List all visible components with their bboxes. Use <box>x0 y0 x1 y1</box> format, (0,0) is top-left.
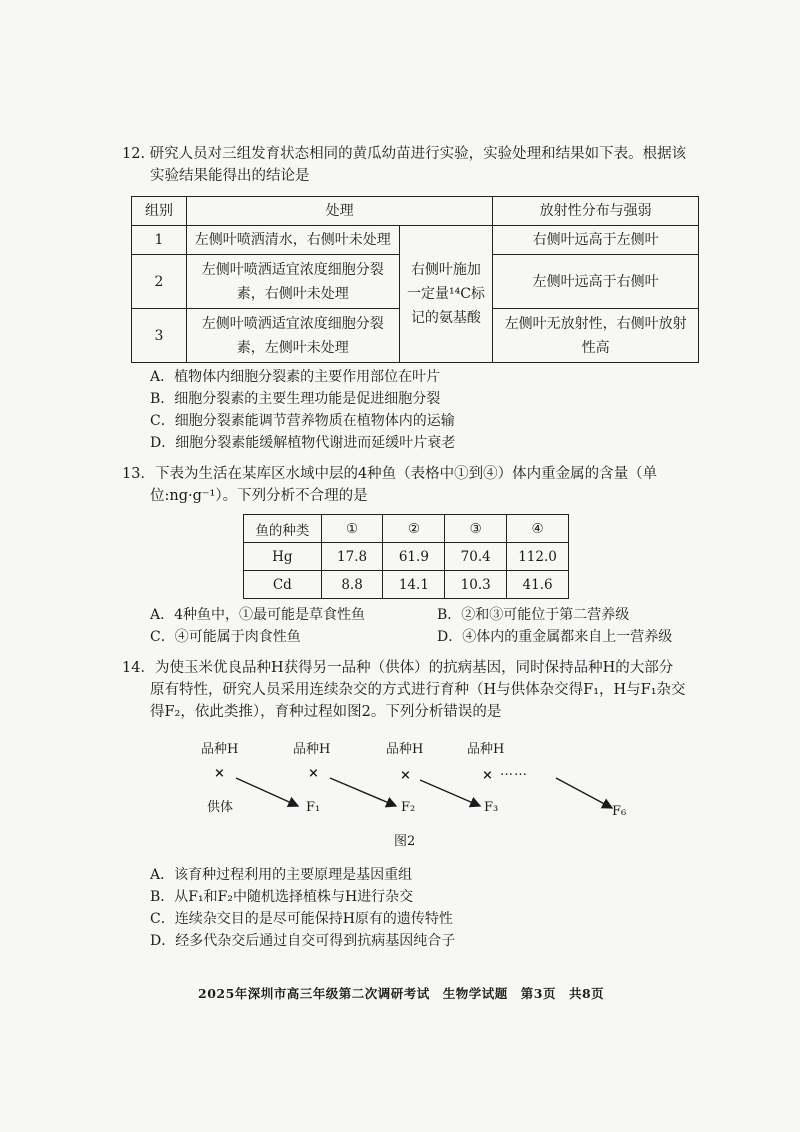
fig2-donor: 供体 <box>207 800 234 815</box>
q13-header-1: ① <box>321 515 383 543</box>
q14-option-a: A．该育种过程利用的主要原理是基因重组 <box>150 867 413 883</box>
q13-cd-4: 41.6 <box>507 571 569 599</box>
q13-hg-4: 112.0 <box>507 543 569 571</box>
fig2-cross-3: × <box>400 768 411 783</box>
q12-shared-line1: 右侧叶施加 <box>410 262 481 278</box>
q13-hg-3: 70.4 <box>445 543 507 571</box>
q13-hg-2: 61.9 <box>383 543 445 571</box>
fig2-ellipsis: …… <box>500 764 528 779</box>
fig2-arrow-4 <box>556 778 612 808</box>
fig2-arrow-2 <box>330 778 396 806</box>
q14-stem-line3: 得F₂，依此类推），育种过程如图2。下列分析错误的是 <box>150 704 502 720</box>
q12-option-c: C．细胞分裂素能调节营养物质在植物体内的运输 <box>150 413 455 429</box>
q12-stem-line2: 实验结果能得出的结论是 <box>150 168 310 184</box>
q13-stem-line2: 位:ng·g⁻¹）。下列分析不合理的是 <box>150 488 368 504</box>
q13-cd-2: 14.1 <box>383 571 445 599</box>
q12-row2-treatment-line1: 左侧叶喷洒适宜浓度细胞分裂 <box>201 261 384 278</box>
fig2-parent-1: 品种H <box>201 742 239 757</box>
fig2-cross-4: × <box>482 768 493 783</box>
q12-row2-treatment-line2: 素，右侧叶未处理 <box>236 285 349 302</box>
q13-header-species: 鱼的种类 <box>244 515 322 543</box>
fig2-parent-3: 品种H <box>386 742 424 757</box>
q14-option-b: B．从F₁和F₂中随机选择植株与H进行杂交 <box>150 889 414 905</box>
q12-row1-group: 1 <box>132 226 187 255</box>
q13-option-a: A．4种鱼中，①最可能是草食性鱼 <box>150 607 366 623</box>
q12-header-result: 放射性分布与强弱 <box>493 197 699 226</box>
q13-header-3: ③ <box>445 515 507 543</box>
q12-option-a: A．植物体内细胞分裂素的主要作用部位在叶片 <box>150 369 441 385</box>
q12-shared-line3: 记的氨基酸 <box>410 310 481 326</box>
q13-header-2: ② <box>383 515 445 543</box>
q13-header-4: ④ <box>507 515 569 543</box>
fig2-cross-1: × <box>214 766 225 781</box>
fig2-parent-4: 品种H <box>467 742 505 757</box>
q12-option-b: B．细胞分裂素的主要生理功能是促进细胞分裂 <box>150 391 441 407</box>
q14-option-c: C．连续杂交目的是尽可能保持H原有的遗传特性 <box>150 911 453 927</box>
q13-option-d: D．④体内的重金属都来自上一营养级 <box>437 629 673 645</box>
q13-cd-1: 8.8 <box>321 571 383 599</box>
q13-cd-3: 10.3 <box>445 571 507 599</box>
q12-shared-line2: 一定量¹⁴C标 <box>406 286 485 302</box>
q12-header-group: 组别 <box>132 197 187 226</box>
q12-stem-line1: 12. 研究人员对三组发育状态相同的黄瓜幼苗进行实验，实验处理和结果如下表。根据该 <box>122 146 687 162</box>
q12-row2-result: 左侧叶远高于右侧叶 <box>493 255 699 309</box>
fig2-arrow-1 <box>236 778 298 806</box>
q13-hg-1: 17.8 <box>321 543 383 571</box>
fig2-caption: 图2 <box>394 834 416 849</box>
q12-row3-group: 3 <box>132 309 187 363</box>
q14-option-d: D．经多代杂交后通过自交可得到抗病基因纯合子 <box>150 933 456 949</box>
fig2-f3: F₃ <box>484 800 499 815</box>
fig2-f1: F₁ <box>306 800 321 815</box>
fig2-parent-2: 品种H <box>293 742 331 757</box>
q12-row3-treatment-line2: 素，左侧叶未处理 <box>236 339 349 356</box>
q12-row1-result: 右侧叶远高于左侧叶 <box>493 226 699 255</box>
q12-row3-treatment-line1: 左侧叶喷洒适宜浓度细胞分裂 <box>201 315 384 332</box>
q12-row1-treatment: 左侧叶喷洒清水，右侧叶未处理 <box>186 226 399 255</box>
fig2-cross-2: × <box>308 766 319 781</box>
q12-header-treatment: 处理 <box>186 197 492 226</box>
q13-cd-label: Cd <box>244 571 322 599</box>
q13-hg-label: Hg <box>244 543 322 571</box>
page-footer: 2025年深圳市高三年级第二次调研考试 生物学试题 第3页 共8页 <box>198 986 605 1001</box>
q14-stem-line2: 原有特性，研究人员采用连续杂交的方式进行育种（H与供体杂交得F₁，H与F₁杂交 <box>150 682 686 698</box>
q12-row3-result-line2: 性高 <box>581 339 610 356</box>
q14-stem-line1: 14．为使玉米优良品种H获得另一品种（供体）的抗病基因，同时保持品种H的大部分 <box>122 660 674 676</box>
fig2-arrow-3 <box>420 780 480 806</box>
q13-option-b: B．②和③可能位于第二营养级 <box>437 607 630 623</box>
fig2-f2: F₂ <box>401 800 416 815</box>
q13-stem-line1: 13．下表为生活在某库区水域中层的4种鱼（表格中①到④）体内重金属的含量（单 <box>122 466 658 482</box>
q12-option-d: D．细胞分裂素能缓解植物代谢进而延缓叶片衰老 <box>150 435 456 451</box>
q12-row2-group: 2 <box>132 255 187 309</box>
q12-row3-result-line1: 左侧叶无放射性，右侧叶放射 <box>504 315 687 332</box>
fig2-f6: F₆ <box>612 804 627 819</box>
q13-option-c: C．④可能属于肉食性鱼 <box>150 629 301 645</box>
